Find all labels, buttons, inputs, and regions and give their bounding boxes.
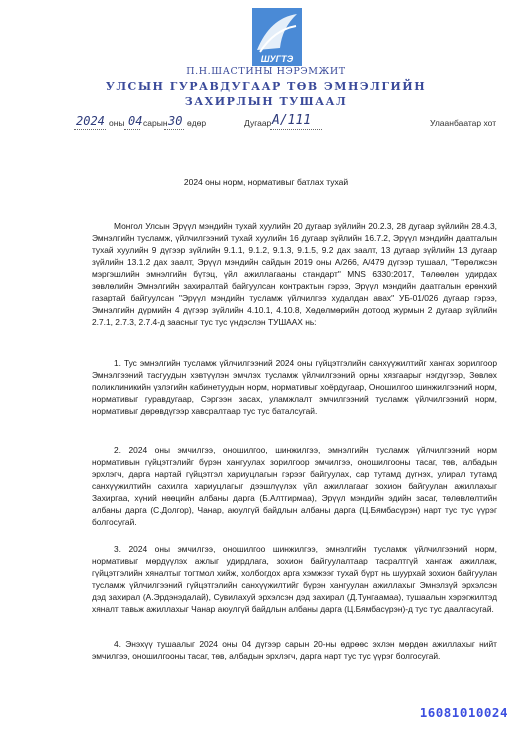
header-line-2: УЛСЫН ГУРАВДУГААР ТӨВ ЭМНЭЛГИЙН xyxy=(105,80,427,93)
preamble-paragraph: Монгол Улсын Эрүүл мэндийн тухай хуулийн 20 дугаар зүйлийн 20.2.3, 28 дугаар зүйлийн 28.4.3, Эмнэлгийн тусламж, үйлчилгээний тухай хуулийн 16 дугаар зүйлийн 16.7.2, Эрүүл мэндийн даатгалын тухай хуулийн 9 дүгээр зүйлийн 9.1.1, 9.1.2, 9.1.3, 9.1.5, 9.2 дах заалт, 13 дугаар зүйлийн 13 дугаар зүйлийн 13.1.2 дах заалт, Эрүүл мэндийн сайдын 2019 оны А/266, А/479 дүгээр тушаал, "Төрөлжсэн мэргэшлийн эмнэлгийн бүтэц, үйл ажиллагааны стандарт" MNS 6330:2017, Төлөөлөн удирдах зөвлөлийн Эмнэлгийн захиралтай байгуулсан контрактын гэрээ, Эрүүл мэндийн даатгалын ерөнхий газартай байгуулсан "Эрүүл мэндийн тусламж үйлчилгээ худалдан авах" УБ-01/026 дугаар гэрээ, Эмнэлгийн дүрмийн 4 дүгээр зүйлийн 4.10.1, 4.10.8, Хөдөлмөрийн дотоод журмын 2 дугаар зүйлийн 2.7.1, 2.7.3, 2.7.4-д заасныг тус тус үндэслэн ТУШААХ нь: xyxy=(92,221,497,328)
header-line-3: ЗАХИРЛЫН ТУШААЛ xyxy=(184,95,348,108)
stamp-number: 16081010024 xyxy=(419,705,508,720)
header-line-1: П.Н.ШАСТИНЫ НЭРЭМЖИТ xyxy=(186,66,346,77)
date-month-label: сарын xyxy=(143,118,168,128)
order-number-underline xyxy=(270,129,322,130)
date-year-label: оны xyxy=(109,118,125,128)
clause-2-paragraph: 2. 2024 оны эмчилгээ, оношилгоо, шинжилгээ, эмнэлгийн тусламж үйлчилгээний норм нормативын гүйцэтгэлийг бүрэн хангуулах зорилгоор эмчилгээ, оношилгооны тасаг, төв, албадын эрхлэгч, дарга нартай гүйцэтгэл хариуцлагын гэрээг байгуулах, сар тутамд дүгнэх, улирал тутамд санхүүжилтийн сахилга хариуцлагыг дээшлүүлэх үйл ажиллагааг зохион байгуулан ажиллахыг Захиргаа, хүний нөөцийн албаны дарга (Б.Алтгирмаа), Эрүүл мэндийн эдийн засаг, төлөвлөлтийн албаны дарга (С.Долгор), Чанар, аюулгүй байдлын албаны дарга (Ц.Бямбасүрэн) нарт тус тус үүрэг болгосугай. xyxy=(92,445,497,528)
date-year-underline xyxy=(74,129,106,130)
clause-3-paragraph: 3. 2024 оны эмчилгээ, оношилгоо шинжилгээ, эмнэлгийн тусламж үйлчилгээний норм, нормативыг мөрдүүлэх ажлыг удирдлага, зохион байгуулалтаар тасралтгүй хангаж ажиллаж, гүйцэтгэлийн хяналтыг тогтмол хийж, холбогдох арга хэмжээг тухай бүрт нь шуурхай зохион байгуулан тусламж үйлчилгээний гүйцэтгэлийн санхүүжилтийг бүрэн хангуулан ажиллахыг Эмнэлзүй эрхэлсэн дэд захирал (А.Эрдэнэдалай), Сувилахуй эрхэлсэн дэд захирал (Д.Тунгаамаа), тушаалын хэрэгжилтэд хяналт тавьж ажиллахыг Чанар аюулгүй байдлын албаны дарга (Ц.Бямбасүрэн)-д тус тус даалгасугай. xyxy=(92,544,497,615)
clause-4-paragraph: 4. Энэхүү тушаалыг 2024 оны 04 дүгээр сарын 20-ны өдрөөс эхлэн мөрдөн ажиллахыг нийт эмчилгээ, оношилгооны тасаг, төв, албадын эрхлэгч, дарга нарт тус тус үүрэг болгосугай. xyxy=(92,639,497,662)
order-number-label: Дугаар xyxy=(244,118,272,128)
date-month-underline xyxy=(124,129,140,130)
document-title: 2024 оны норм, нормативыг батлах тухай xyxy=(183,177,349,187)
logo-text: ШУГТЭ xyxy=(260,54,294,64)
order-number: A/111 xyxy=(272,113,312,128)
date-day-label: өдөр xyxy=(187,118,207,128)
date-month: 04 xyxy=(128,114,143,128)
clause-1-paragraph: 1. Тус эмнэлгийн тусламж үйлчилгээний 2024 оны гүйцэтгэлийн санхүүжилтийг хангах зорилгоор Эмнэлгээний тасгуудын хэвтүүлэн эмчлэх тусламж үйлчилгээний орны хязгаарыг нэгдүгээр, Зөвлөх поликлиникийн үзлэгийн кабинетуудын норм, нормативыг хоёрдугаар, Оношилгоо шинжилгээний норм, нормативыг гуравдугаар, Сэргээн засах, уламжлалт эмчилгээний тусламж үйлчилгээний норм, нормативыг дөрөвдүгээр хавсралтаар тус тус баталсугай. xyxy=(92,358,497,417)
date-day: 30 xyxy=(168,114,183,128)
date-day-underline xyxy=(164,129,184,130)
city-label: Улаанбаатар хот xyxy=(430,118,497,128)
hospital-logo xyxy=(252,8,302,66)
date-year: 2024 xyxy=(76,114,105,128)
